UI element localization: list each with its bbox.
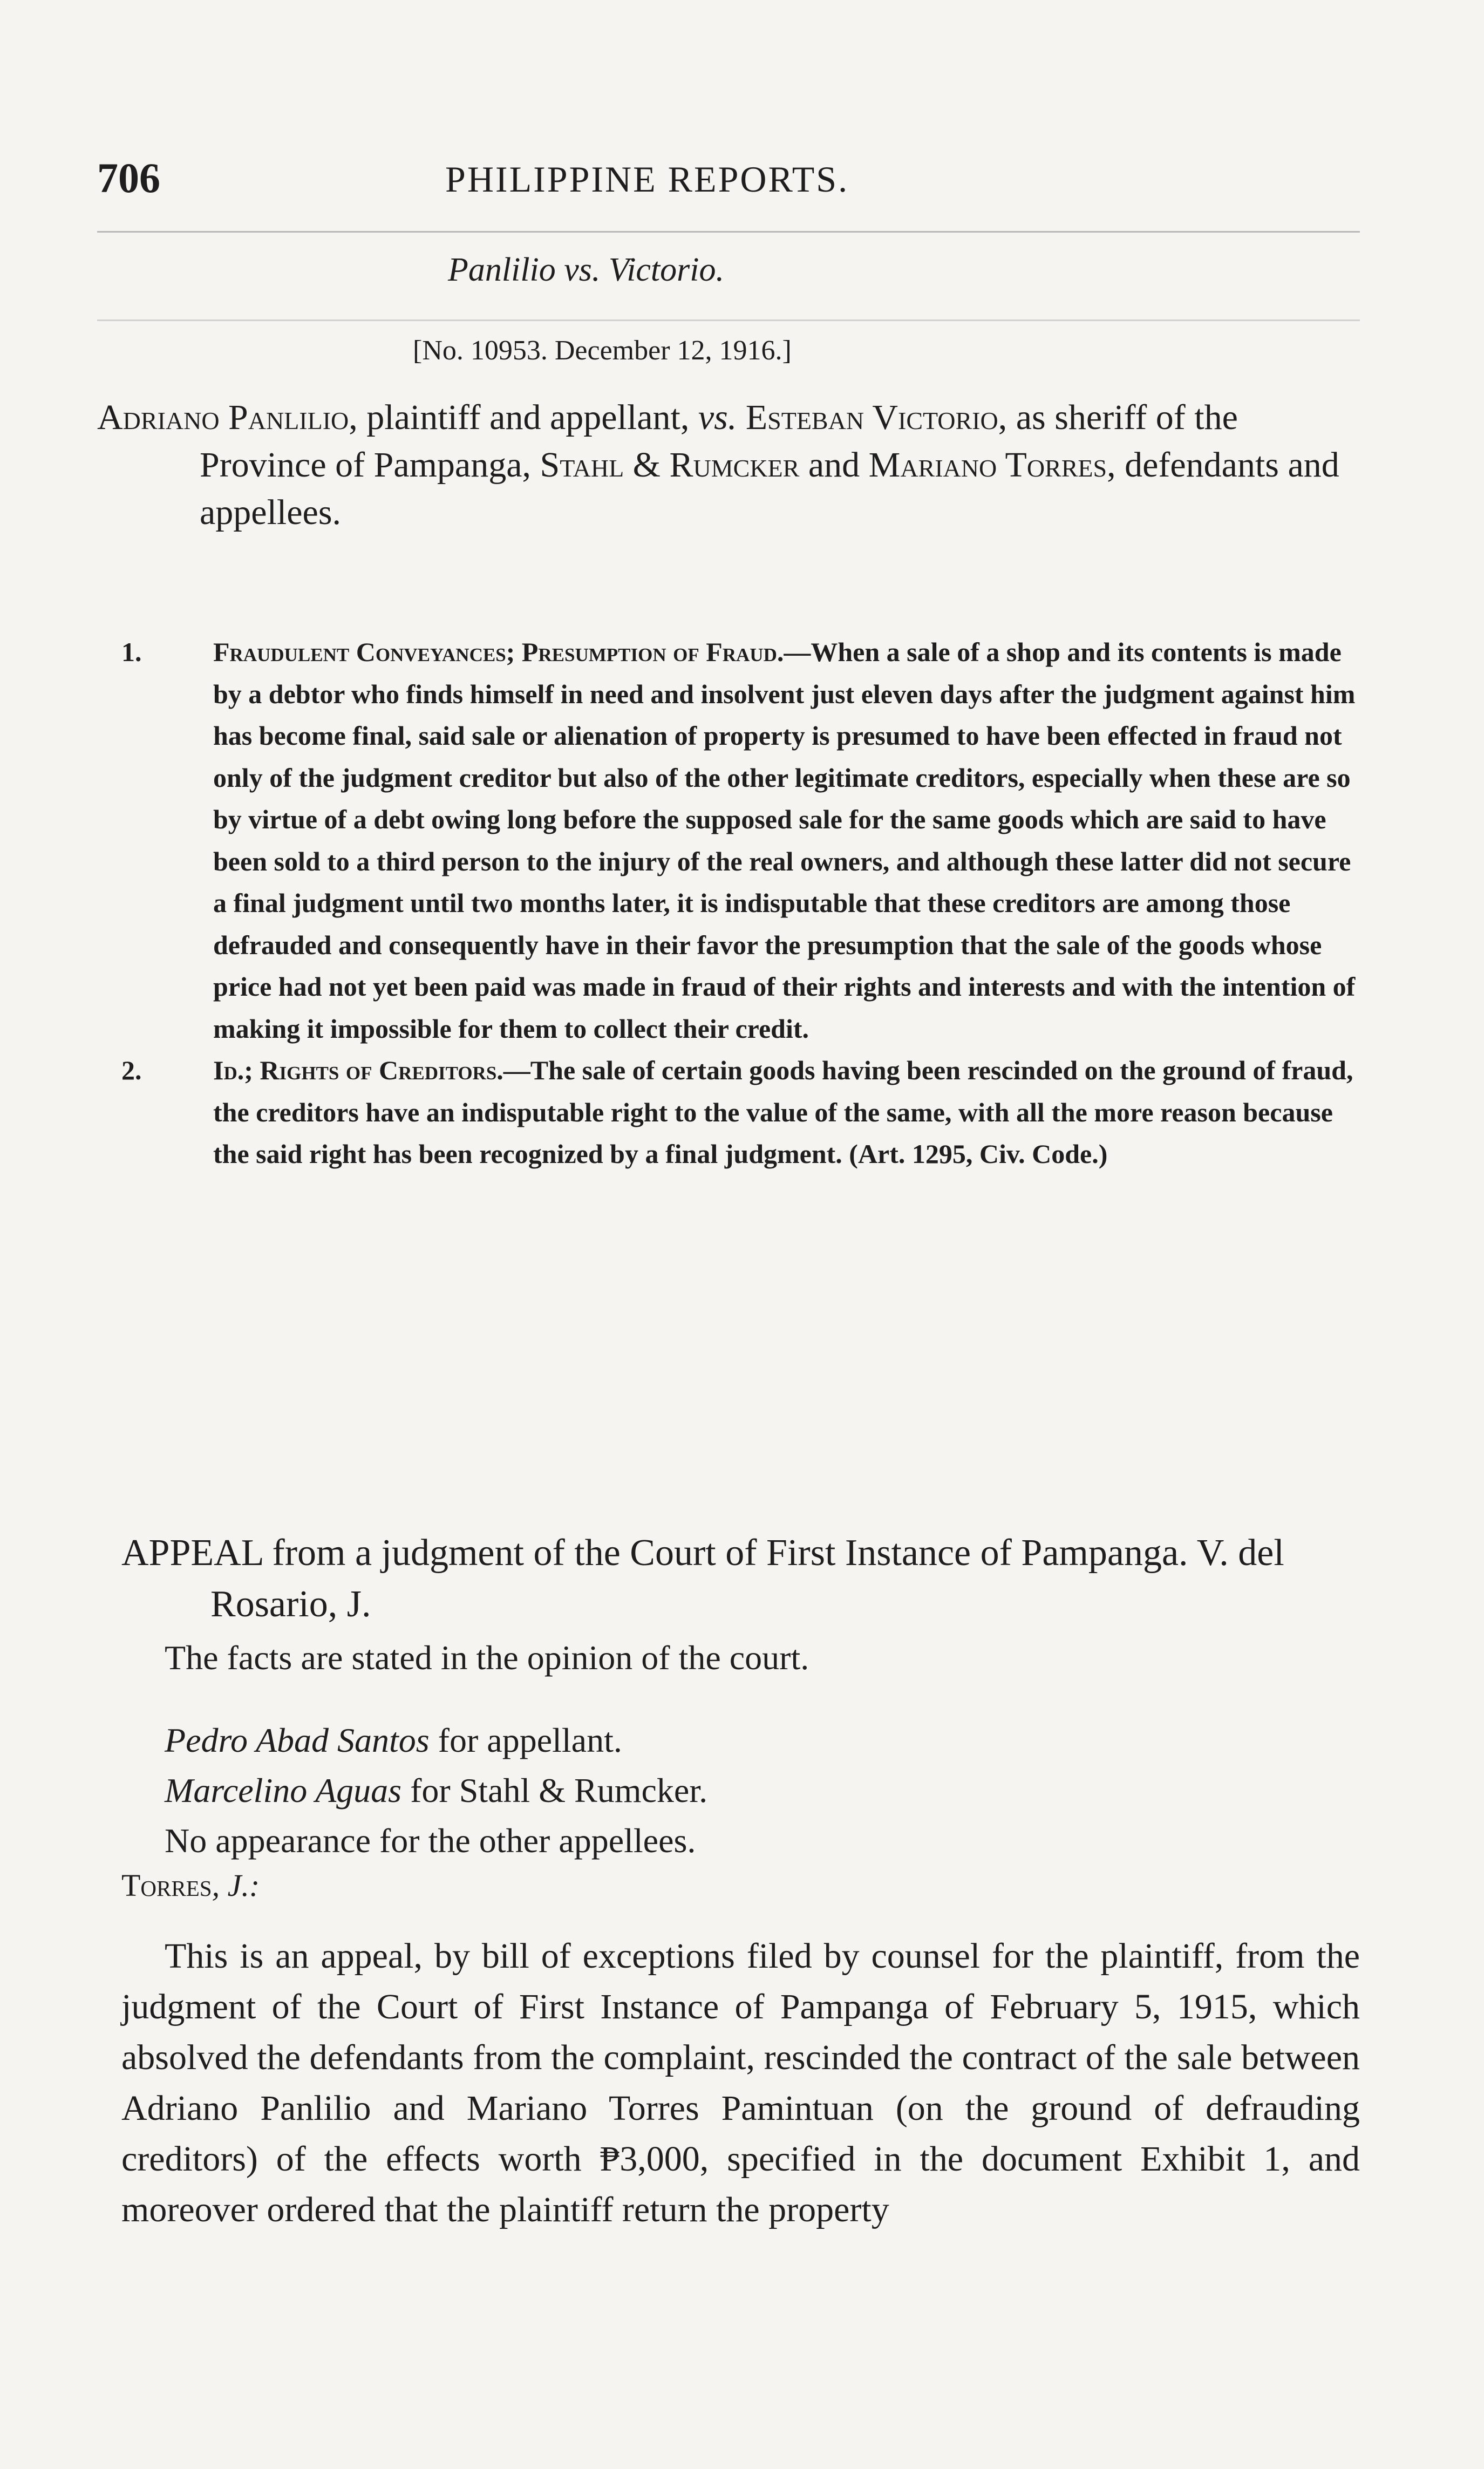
caption-rule	[97, 319, 1360, 321]
syllabus-text: —The sale of certain goods having been rescinded on the ground of fraud, the creditors have an indisputable right to the value of the same, with all the more reason because the said right has been recognized by a final judgment. (Art. 1295, Civ. Code.)	[213, 1055, 1353, 1169]
counsel-role: for appellant.	[429, 1721, 622, 1759]
versus: vs.	[698, 398, 737, 437]
syllabus-item	[97, 1050, 1360, 1175]
defendant-name-2: Stahl & Rumcker	[540, 445, 800, 485]
plaintiff-role: , plaintiff and appellant,	[349, 398, 698, 437]
judge-suffix: , J.:	[212, 1868, 260, 1903]
counsel-line	[165, 1715, 707, 1765]
appeal-statement	[121, 1527, 1363, 1630]
and-conjunction: and	[799, 445, 869, 485]
facts-statement: The facts are stated in the opinion of the court.	[165, 1638, 809, 1677]
counsel-role: for Stahl & Rumcker.	[401, 1771, 708, 1810]
case-caption: Panlilio vs. Victorio.	[448, 251, 725, 288]
page-header	[97, 154, 1360, 229]
parties-block	[97, 394, 1360, 536]
running-title: PHILIPPINE REPORTS.	[445, 159, 849, 200]
opinion-body	[121, 1931, 1360, 2235]
syllabus-number: 2.	[121, 1055, 142, 1085]
opinion-paragraph: This is an appeal, by bill of exceptions filed by counsel for the plaintiff, from the judgment of the Court of First Instance of Pampanga of February 5, 1915, which absolved the defendants from the complaint, rescinded the contract of the sale between Adriano Panlilio and Mariano Torres Pamintuan (on the ground of defrauding creditors) of the effects worth ₱3,000, specified in the document Exhibit 1, and moreover ordered that the plaintiff return the property	[121, 1936, 1360, 2229]
counsel-line	[165, 1815, 707, 1866]
syllabus-heading: Fraudulent Conveyances; Presumption of Fraud.	[213, 637, 784, 667]
defendant-name-1: Esteban Victorio	[745, 398, 998, 437]
syllabus-item	[97, 631, 1360, 1050]
plaintiff-name: Adriano Panlilio	[97, 398, 349, 437]
counsel-name: Marcelino Aguas	[165, 1771, 402, 1810]
counsel-role: No appearance for the other appellees.	[165, 1821, 696, 1860]
syllabus-number: 1.	[121, 637, 142, 667]
header-rule	[97, 231, 1360, 233]
counsel-list	[165, 1715, 707, 1866]
parties-paragraph	[97, 394, 1360, 536]
docket-line: [No. 10953. December 12, 1916.]	[413, 335, 792, 366]
counsel-line	[165, 1765, 707, 1815]
counsel-name: Pedro Abad Santos	[165, 1721, 430, 1759]
defendant-role-1: , as sheriff of the Province of Pampanga,	[200, 398, 1238, 485]
opinion-author	[121, 1867, 260, 1903]
syllabus-text: —When a sale of a shop and its contents is made by a debtor who finds himself in need and insolvent just eleven days after the judgment against him has become final, said sale or alienation of property is presumed to have been effected in fraud not only of the judgment creditor but also of the other legitimate creditors, especially when these are so by virtue of a debt owing long before the supposed sale for the same goods which are said to have been sold to a third person to the injury of the real owners, and although these latter did not secure a final judgment until two months later, it is indisputable that these creditors are among those defrauded and consequently have in their favor the presumption that the sale of the goods whose price had not yet been paid was made in fraud of their rights and interests and with the intention of making it impossible for them to collect their credit.	[213, 637, 1356, 1044]
defendant-name-3: Mariano Torres	[868, 445, 1107, 485]
syllabus	[97, 631, 1360, 1175]
defendants-role: , defendants and appellees.	[200, 445, 1339, 532]
judge-name: Torres	[121, 1868, 212, 1903]
page-number: 706	[97, 154, 160, 201]
syllabus-heading: Id.; Rights of Creditors.	[213, 1055, 503, 1085]
appeal-text: APPEAL from a judgment of the Court of First Instance of Pampanga. V. del Rosario, J.	[121, 1532, 1284, 1625]
